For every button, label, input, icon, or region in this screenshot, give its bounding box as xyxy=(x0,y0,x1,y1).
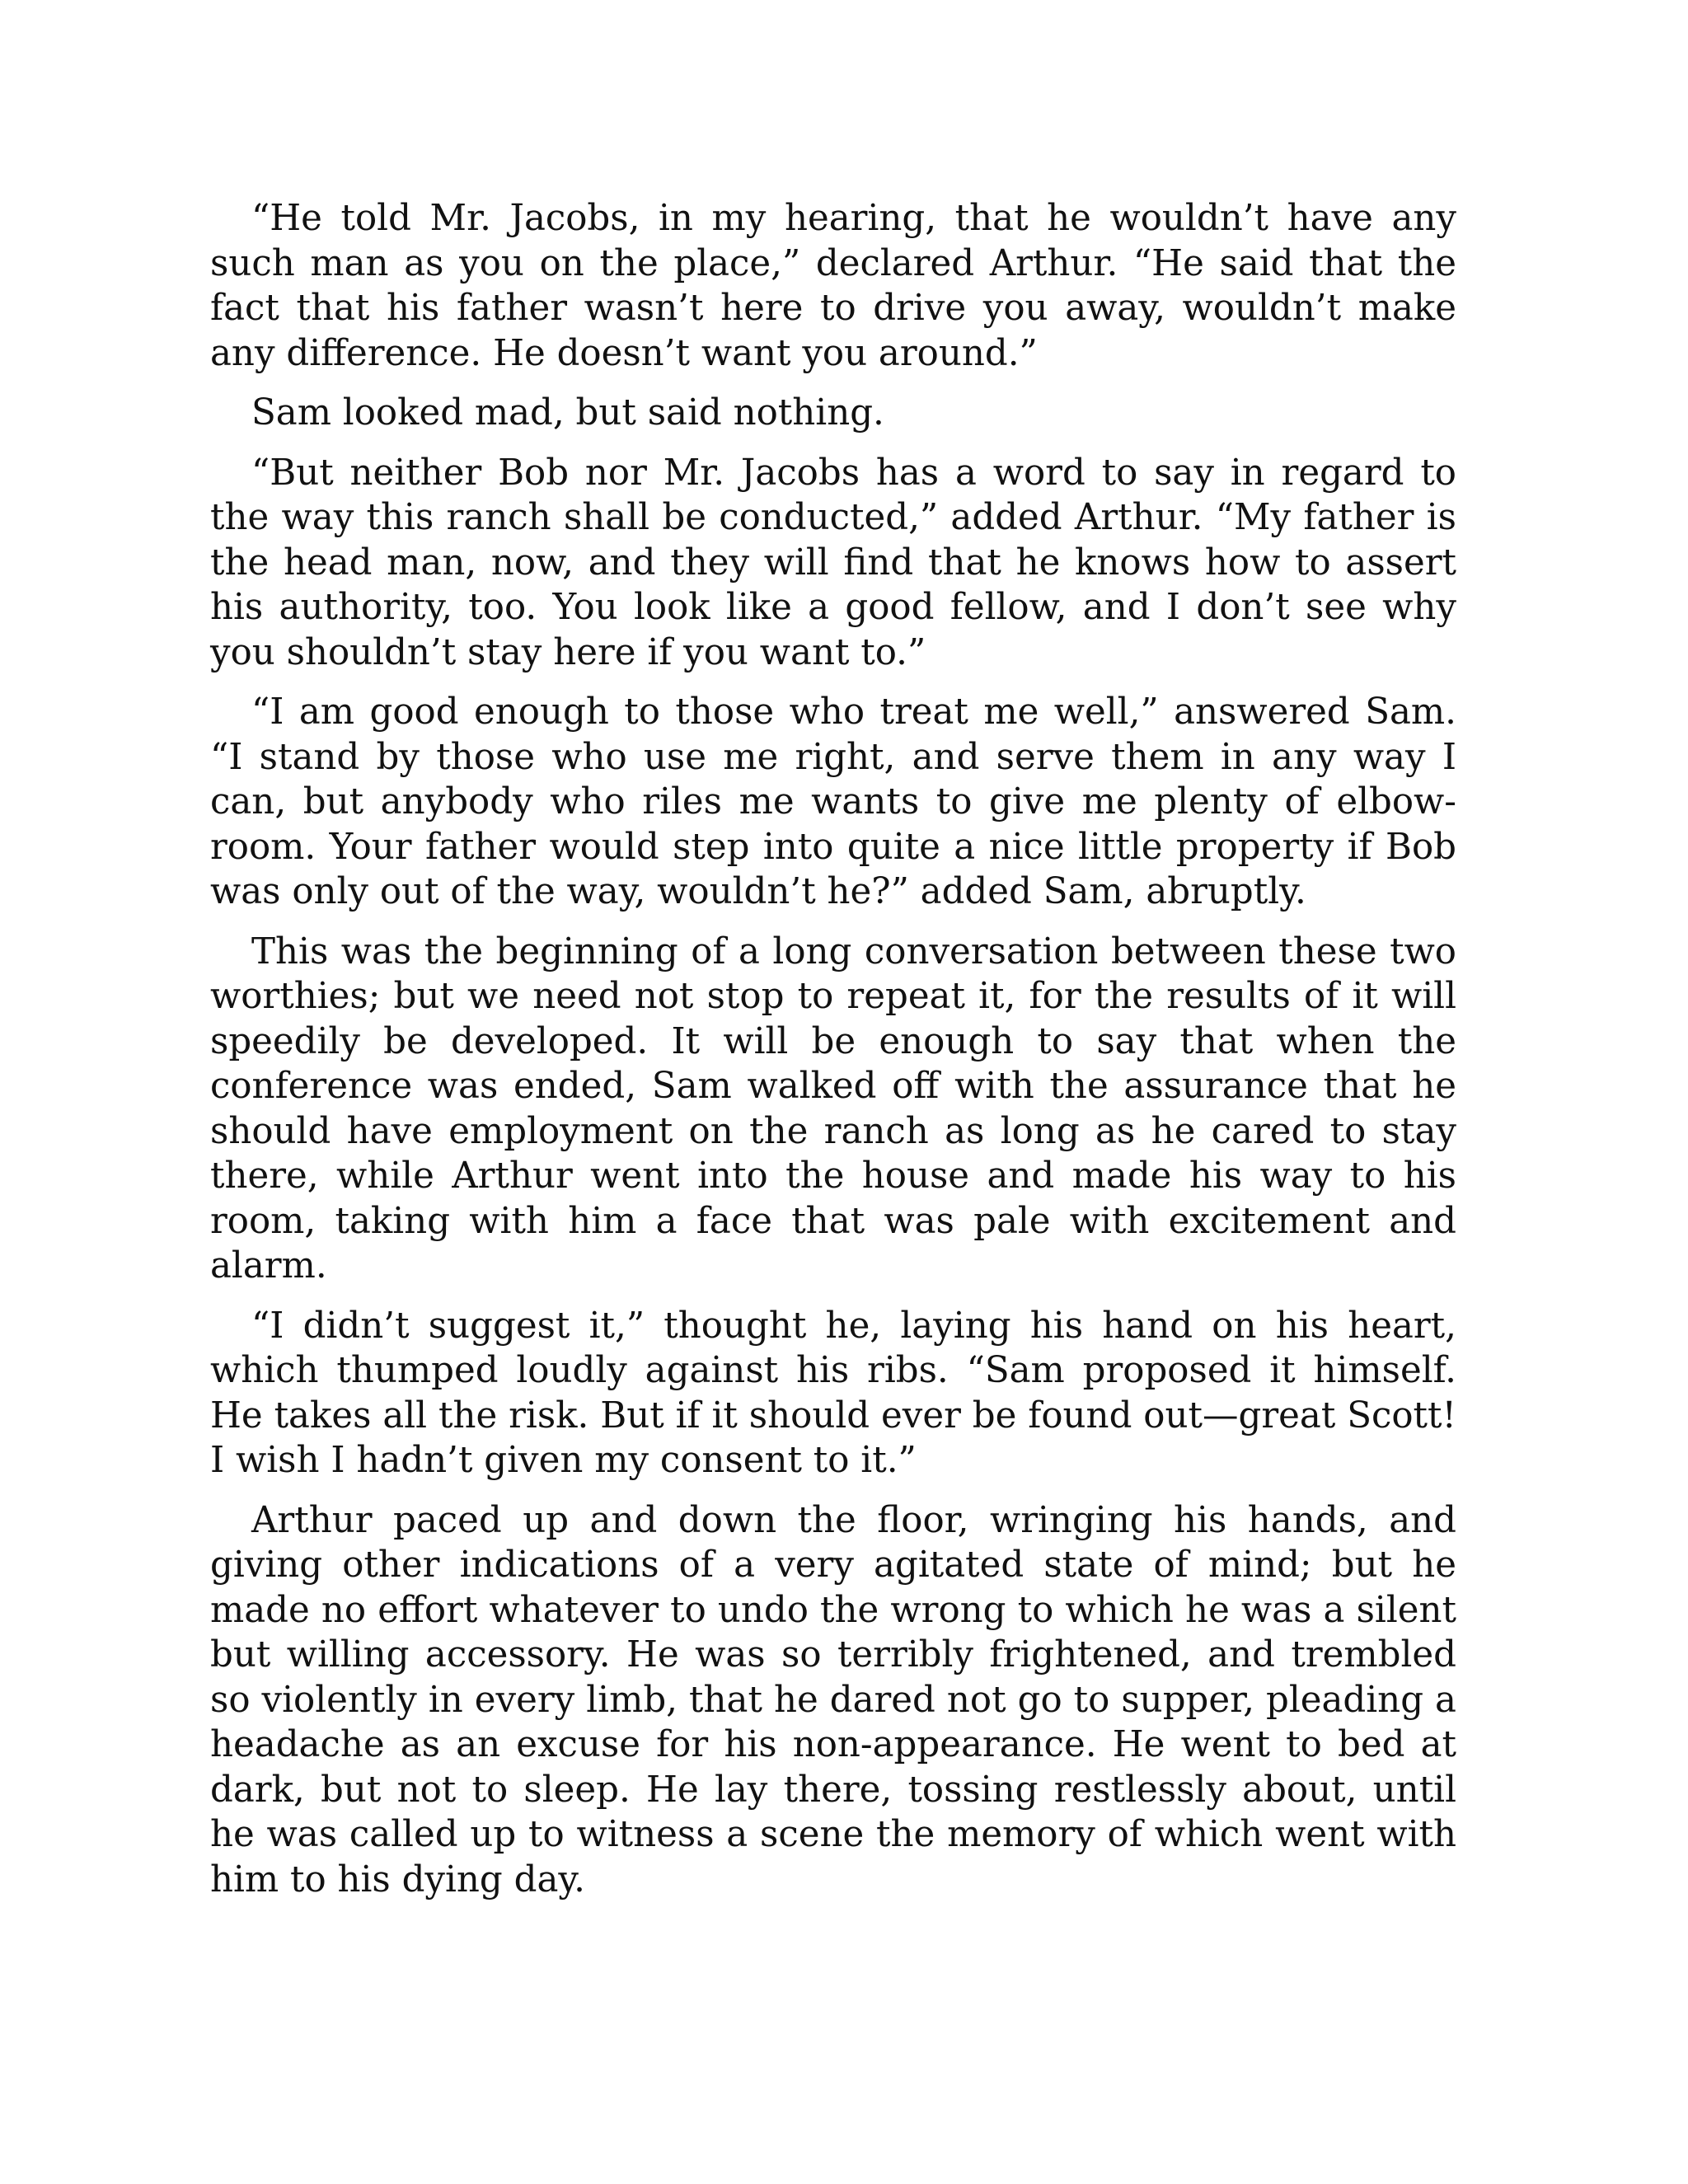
body-text xyxy=(210,196,1456,1917)
paragraph: “I didn’t suggest it,” thought he, laying his hand on his heart, which thumped loudly against his ribs. “Sam proposed it himself. He takes all the risk. But if it should ever be found out—great Scott! I wish I hadn’t given my consent to it.” xyxy=(210,1305,1456,1481)
paragraph: Arthur paced up and down the floor, wringing his hands, and giving other indications of a very agitated state of mind; but he made no effort whatever to undo the wrong to which he was a silent but willing accessory. He was so terribly frightened, and trembled so violently in every limb, that he dared not go to supper, pleading a headache as an excuse for his non-appearance. He went to bed at dark, but not to sleep. He lay there, tossing restlessly about, until he was called up to witness a scene the memory of which went with him to his dying day. xyxy=(210,1499,1456,1900)
paragraph: This was the beginning of a long conversation between these two worthies; but we need not stop to repeat it, for the results of it will speedily be developed. It will be enough to say that when the conference was ended, Sam walked off with the assurance that he should have employment on the ranch as long as he cared to stay there, while Arthur went into the house and made his way to his room, taking with him a face that was pale with excitement and alarm. xyxy=(210,930,1456,1286)
paragraph: “But neither Bob nor Mr. Jacobs has a word to say in regard to the way this ranch shall be conducted,” added Arthur. “My father is the head man, now, and they will find that he knows how to assert his authority, too. You look like a good fellow, and I don’t see why you shouldn’t stay here if you want to.” xyxy=(210,452,1456,673)
paragraph: Sam looked mad, but said nothing. xyxy=(251,392,884,434)
paragraph: “I am good enough to those who treat me well,” answered Sam. “I stand by those who use me right, and serve them in any way I can, but anybody who riles me wants to give me plenty of elbow-room. Your father would step into quite a nice little property if Bob was only out of the way, wouldn’t he?” added Sam, abruptly. xyxy=(210,691,1456,912)
paragraph: “He told Mr. Jacobs, in my hearing, that he wouldn’t have any such man as you on the place,” declared Arthur. “He said that the fact that his father wasn’t here to drive you away, wouldn’t make any difference. He doesn’t want you around.” xyxy=(210,198,1456,374)
